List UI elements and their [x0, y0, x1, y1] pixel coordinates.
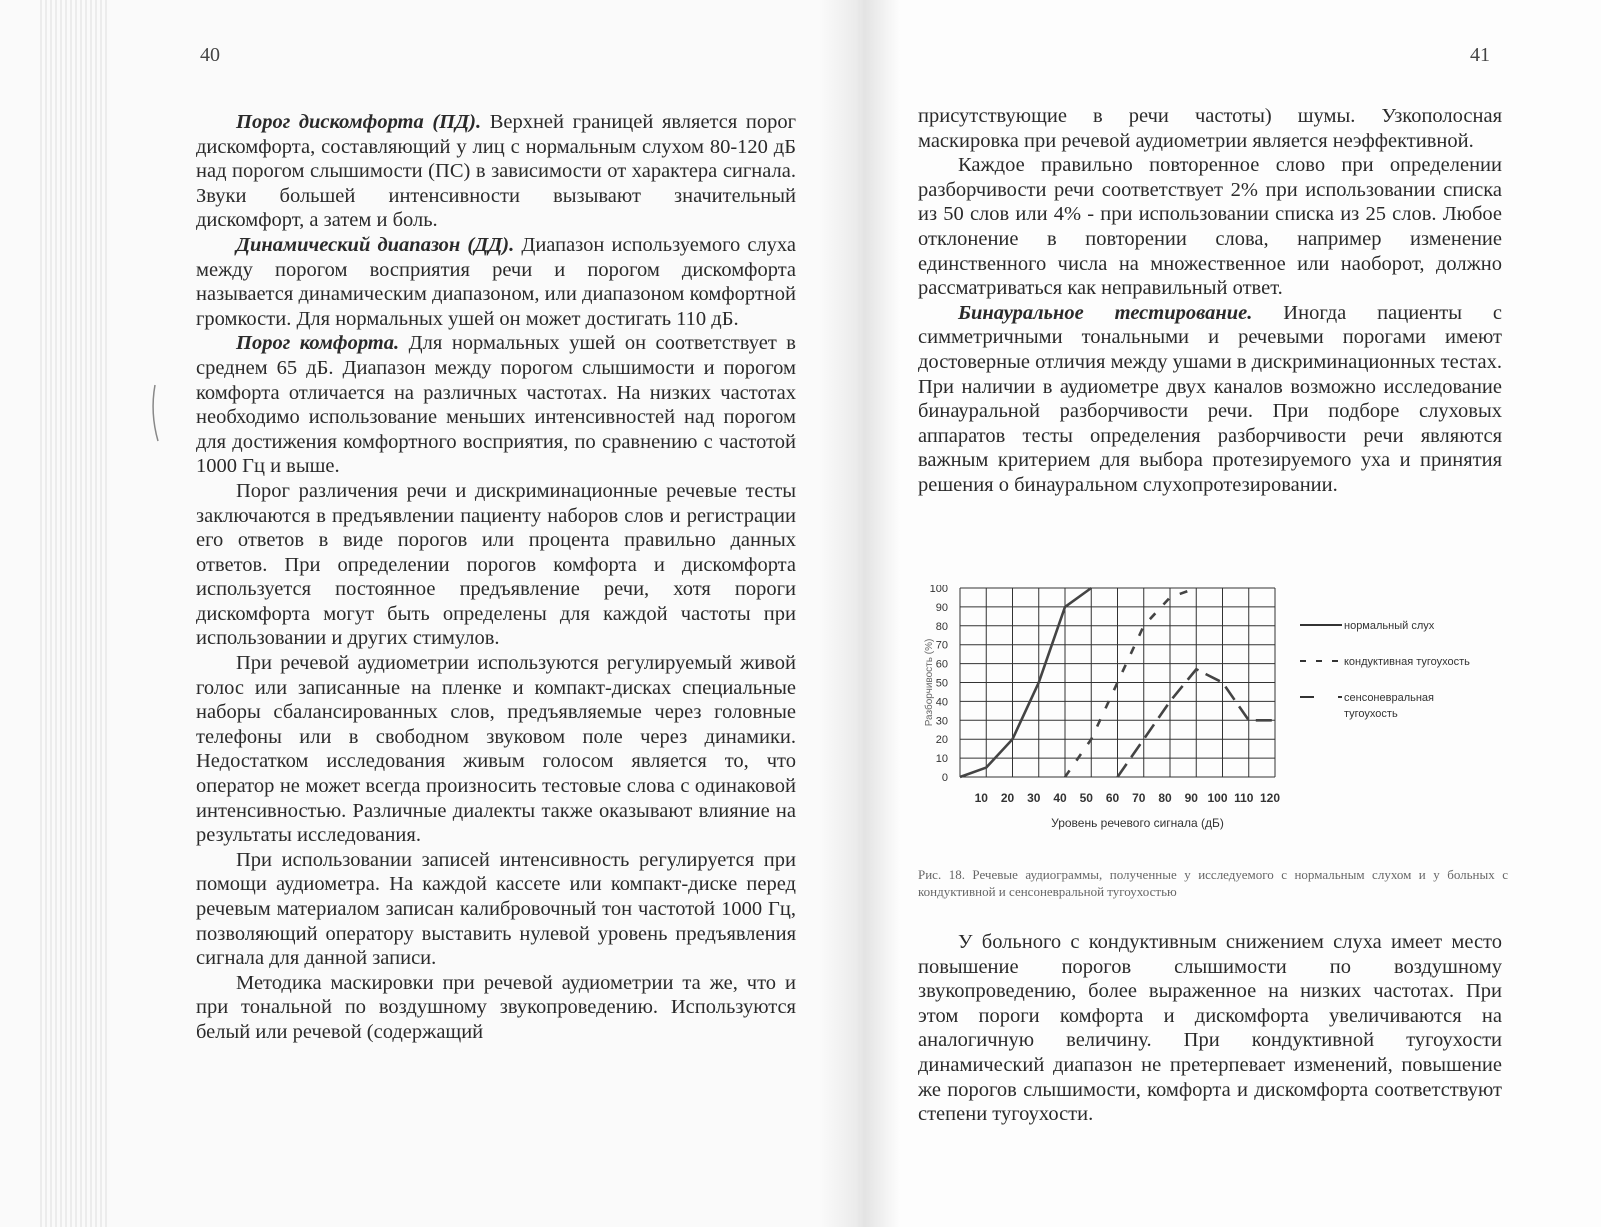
paragraph-comfort-threshold: [196, 331, 796, 479]
x-tick-label: 50: [1079, 791, 1093, 805]
y-tick-label: 80: [935, 620, 948, 633]
x-tick-label: 30: [1027, 791, 1041, 805]
x-tick-label: 70: [1132, 791, 1146, 805]
paragraph-conductive: У больного с кондуктивным снижением слуха имеет место повышение порогов слышимости по воздушному звукопроведению, более выраженное на низких частотах. При этом пороги комфорта и дискомфорта увеличиваются на аналогичную величину. При кондуктивной тугоухости динамический диапазон не претерпевает изменений, повышение же порогов слышимости, комфорта и дискомфорта соответствуют степени тугоухости.: [918, 931, 1502, 1126]
x-tick-label: 20: [1000, 791, 1015, 805]
paragraph-text: Диапазон используемого слуха между порогом восприятия речи и порогом дискомфорта называется динамическим диапазоном, или диапазоном комфортной громкости. Для нормальных ушей он может достигать 110 дБ.: [196, 233, 796, 330]
y-tick-label: 90: [935, 601, 948, 614]
chart-svg: [920, 585, 1520, 845]
page-number-right: 41: [1470, 44, 1490, 66]
x-tick-label: 100: [1207, 791, 1228, 805]
paragraph-text: Верхней границей является порог дискомфорта, составляющий у лиц с нормальным слухом 80-120 дБ над порогом слышимости (ПС) в зависимости от характера сигнала. Звуки большей интенсивности вызывают значительный дискомфорт, а затем и боль.: [196, 111, 797, 232]
paragraph-word-scoring: Каждое правильно повторенное слово при определении разборчивости речи соответствует 2% при использовании списка из 50 слов или 4% - при использовании списка из 25 слов. Любое отклонение в повторении слова, например изменение единственного числа на множественное или наоборот, должно рассматриваться как неправильный ответ.: [918, 154, 1502, 300]
y-tick-label: 60: [935, 658, 948, 671]
term-heading: Порог комфорта.: [236, 332, 400, 355]
y-tick-label: 50: [935, 677, 948, 690]
paragraph-speech-tests: Порог различения речи и дискриминационные речевые тесты заключаются в предъявлении пациенту наборов слов и регистрации его ответов в виде порогов или процента правильно данных ответов. При определении порогов комфорта и дискомфорта используется постоянное предъявление речи, хотя пороги дискомфорта могут быть определены для каждой частоты при использовании и других стимулов.: [196, 479, 796, 650]
term-heading: Порог дискомфорта (ПД).: [236, 111, 482, 133]
paragraph-text: Иногда пациенты с симметричными тональными и речевыми порогами имеют достоверные отличия между ушами в дискриминационных тестах. При наличии в аудиометре двух каналов возможно исследование бинауральной разборчивости речи. При подборе слуховых аппаратов тесты определения разборчивости речи являются важным критерием для выбора протезируемого уха и принятия решения о бинауральном слухопротезировании.: [918, 301, 1502, 496]
paragraph-recordings: При использовании записей интенсивность регулируется при помощи аудиометра. На каждой кассете или компакт-диске перед речевым материалом записан калибровочный тон частотой 1000 Гц, позволяющий оператору выставить нулевой уровень предъявления сигнала для данной записи.: [196, 848, 796, 970]
term-heading: Бинауральное тестирование.: [958, 301, 1253, 324]
y-tick-label: 40: [935, 696, 948, 709]
x-tick-label: 40: [1053, 791, 1067, 805]
paragraph-noise: присутствующие в речи частоты) шумы. Узкополосная маскировка при речевой аудиометрии является неэффективной.: [918, 105, 1502, 152]
legend-label: кондуктивная тугоухость: [1344, 656, 1470, 668]
page-number-left: 40: [200, 44, 220, 66]
x-tick-label: 10: [974, 791, 988, 805]
paragraph-discomfort-threshold: [196, 110, 796, 233]
book-gutter: [820, 0, 900, 1227]
y-tick-label: 30: [935, 715, 948, 728]
term-heading: Динамический диапазон (ДД).: [236, 233, 515, 256]
left-text-column: [196, 110, 796, 1045]
figure-caption: Рис. 18. Речевые аудиограммы, полученные у исследуемого с нормальным слухом и у больных с кондуктивной и сенсоневральной тугоухостью: [918, 867, 1508, 899]
paragraph-dynamic-range: [196, 233, 796, 331]
x-tick-label: 60: [1105, 791, 1120, 805]
page-edges: [40, 0, 110, 1227]
y-tick-label: 70: [935, 639, 948, 652]
paragraph-speech-audiometry: При речевой аудиометрии используются регулируемый живой голос или записанные на пленке и компакт-дисках специальные наборы сбалансированных слов, предъявляемые через головные телефоны или в свободном звуковом поле через динамики. Недостатком исследования живым голосом является то, что оператор не может всегда произносить тестовые слова с одинаковой интенсивностью. Различные диалекты также оказывают влияние на результаты исследования.: [196, 652, 796, 847]
y-tick-label: 10: [935, 753, 948, 766]
y-tick-label: 100: [929, 585, 948, 595]
x-tick-label: 120: [1259, 791, 1281, 805]
paragraph-masking: Методика маскировки при речевой аудиометрии та же, что и при тональной по воздушному звукопроведению. Используются белый или речевой (содержащий: [196, 971, 796, 1043]
x-axis-label: Уровень речевого сигнала (дБ): [1051, 816, 1224, 830]
legend-label: сенсоневральная тугоухость: [1344, 692, 1435, 720]
legend-label: нормальный слух: [1344, 620, 1435, 632]
x-tick-label: 80: [1158, 791, 1172, 805]
y-tick-label: 20: [935, 734, 948, 747]
speech-audiogram-chart: [920, 585, 1520, 845]
y-tick-label: 0: [941, 772, 948, 784]
margin-pencil-mark: [148, 383, 162, 443]
paragraph-text: Для нормальных ушей он соответствует в среднем 65 дБ. Диапазон между порогом слышимости и порогом комфорта отличается на различных частотах. На низких частотах необходимо использование меньших интенсивностей над порогом для достижения комфортного восприятия, по сравнению с частотой 1000 Гц и выше.: [196, 332, 796, 478]
paragraph-binaural: [918, 301, 1502, 498]
x-tick-label: 90: [1184, 791, 1198, 805]
y-axis-label: Разборчивость (%): [924, 638, 935, 727]
x-tick-label: 110: [1234, 791, 1254, 805]
right-text-column: [918, 104, 1502, 498]
right-text-column-lower: [918, 930, 1502, 1127]
